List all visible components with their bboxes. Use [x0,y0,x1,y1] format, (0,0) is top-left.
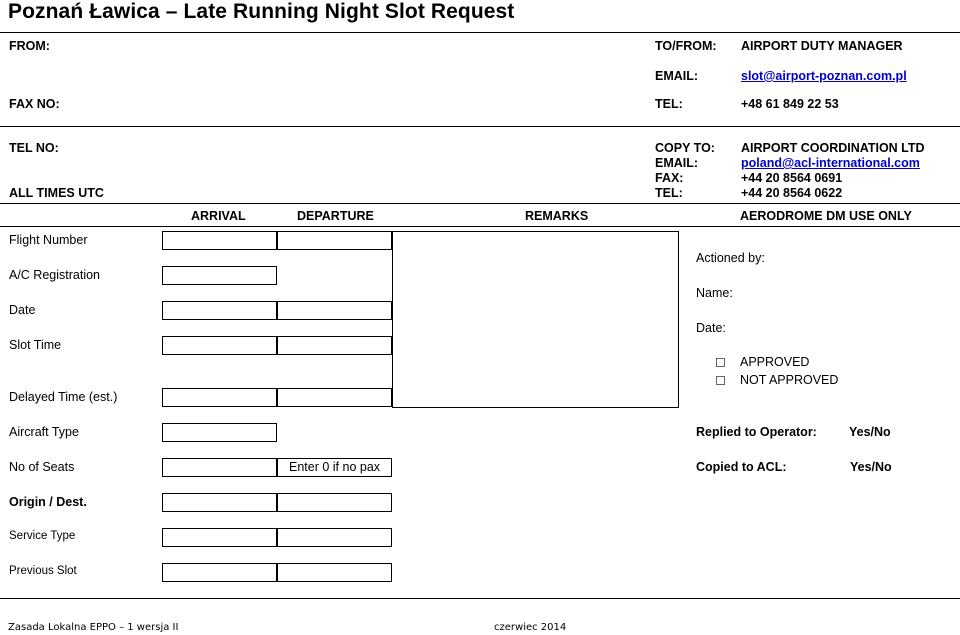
divider [0,203,960,204]
dm-date-label: Date: [696,321,726,335]
fax-no-label: FAX NO: [9,97,60,111]
previous-slot-arrival-input[interactable] [162,563,277,582]
date-arrival-input[interactable] [162,301,277,320]
copy-tel-label: TEL: [655,186,683,200]
row-label-service-type: Service Type [9,530,76,542]
divider [0,32,960,33]
service-type-arrival-input[interactable] [162,528,277,547]
previous-slot-departure-input[interactable] [277,563,392,582]
dest-input[interactable] [277,493,392,512]
approved-checkbox[interactable] [716,358,725,367]
row-label-aircraft-type: Aircraft Type [9,425,79,439]
footer-right: czerwiec 2014 [494,622,567,633]
flight-number-departure-input[interactable] [277,231,392,250]
to-from-label: TO/FROM: [655,39,717,53]
date-departure-input[interactable] [277,301,392,320]
approved-label: APPROVED [740,355,810,369]
tel-value: +48 61 849 22 53 [741,97,839,111]
row-label-date: Date [9,303,36,317]
seats-arrival-input[interactable] [162,458,277,477]
page-title: Poznań Ławica – Late Running Night Slot Request [8,0,515,23]
aircraft-type-input[interactable] [162,423,277,442]
copied-to-acl-value[interactable]: Yes/No [850,460,892,474]
email-label: EMAIL: [655,69,699,83]
column-aerodrome: AERODROME DM USE ONLY [740,209,912,223]
not-approved-checkbox[interactable] [716,376,725,385]
row-label-previous-slot: Previous Slot [9,565,77,577]
column-arrival: ARRIVAL [191,209,246,223]
copy-tel-value: +44 20 8564 0622 [741,186,843,200]
row-label-flight-number: Flight Number [9,233,88,247]
copy-email-label: EMAIL: [655,156,699,170]
replied-to-operator-label: Replied to Operator: [696,425,817,439]
seats-hint: Enter 0 if no pax [289,460,381,474]
delayed-time-departure-input[interactable] [277,388,392,407]
ac-registration-input[interactable] [162,266,277,285]
divider [0,126,960,127]
delayed-time-arrival-input[interactable] [162,388,277,407]
remarks-textarea[interactable] [392,231,679,408]
origin-input[interactable] [162,493,277,512]
tel-no-label: TEL NO: [9,141,59,155]
replied-to-operator-value[interactable]: Yes/No [849,425,891,439]
to-from-value: AIRPORT DUTY MANAGER [741,39,903,53]
copy-email-link[interactable]: poland@acl-international.com [741,156,920,170]
column-departure: DEPARTURE [297,209,374,223]
column-remarks: REMARKS [525,209,589,223]
email-link[interactable]: slot@airport-poznan.com.pl [741,69,907,83]
footer-left: Zasada Lokalna EPPO – 1 wersja II [8,622,179,633]
row-label-delayed-time: Delayed Time (est.) [9,390,118,404]
dm-name-label: Name: [696,286,733,300]
slot-time-arrival-input[interactable] [162,336,277,355]
all-times-utc: ALL TIMES UTC [9,186,104,200]
row-label-ac-registration: A/C Registration [9,268,101,282]
row-label-origin-dest: Origin / Dest. [9,495,87,509]
row-label-no-of-seats: No of Seats [9,460,75,474]
row-label-slot-time: Slot Time [9,338,62,352]
service-type-departure-input[interactable] [277,528,392,547]
from-label: FROM: [9,39,50,53]
slot-time-departure-input[interactable] [277,336,392,355]
copy-fax-label: FAX: [655,171,684,185]
not-approved-label: NOT APPROVED [740,373,839,387]
copy-fax-value: +44 20 8564 0691 [741,171,843,185]
copy-to-value: AIRPORT COORDINATION LTD [741,141,925,155]
copied-to-acl-label: Copied to ACL: [696,460,787,474]
actioned-by-label: Actioned by: [696,251,765,265]
copy-to-label: COPY TO: [655,141,715,155]
tel-label: TEL: [655,97,683,111]
flight-number-arrival-input[interactable] [162,231,277,250]
